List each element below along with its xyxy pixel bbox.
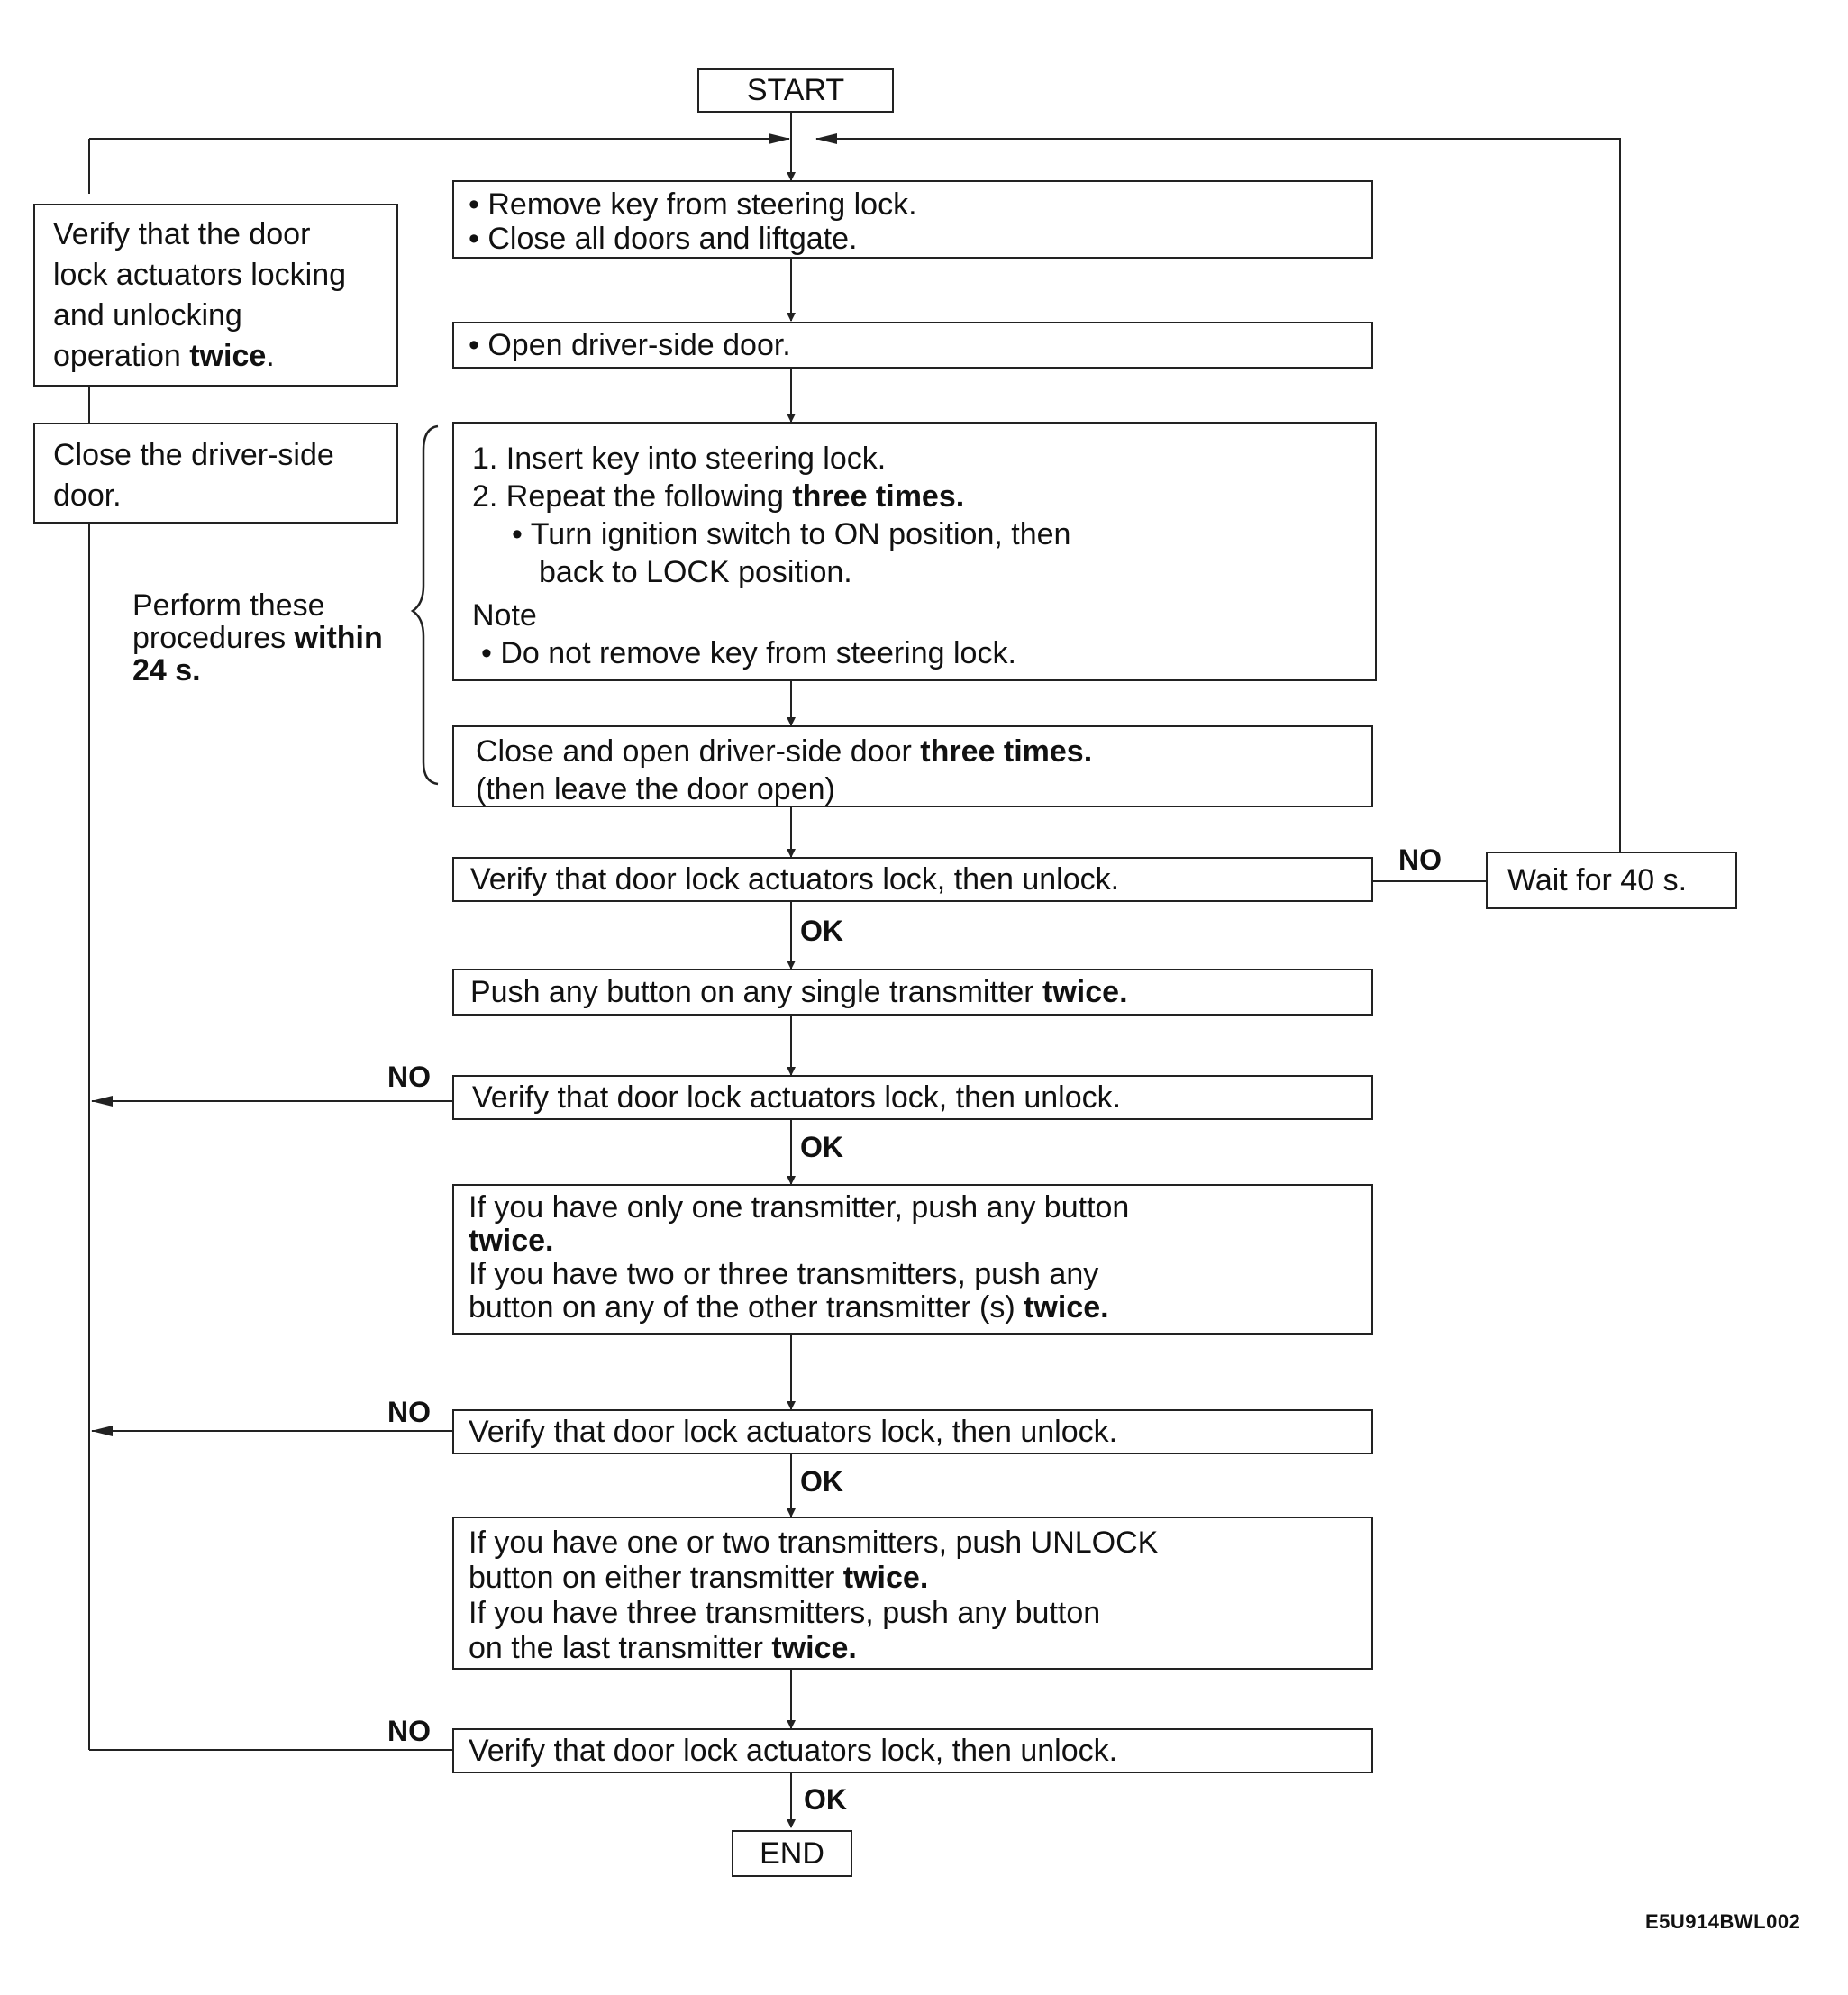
step4-line2: (then leave the door open) [476, 772, 835, 806]
step3-line1: 1. Insert key into steering lock. [472, 442, 887, 476]
verify1-text: Verify that door lock actuators lock, then unlock. [470, 862, 1120, 897]
verify-door-lock-4 [452, 1728, 1373, 1773]
step1-line2: • Close all doors and liftgate. [469, 222, 858, 256]
step6-line3: If you have two or three transmitters, push any [469, 1257, 1099, 1291]
step3-line3: • Turn ignition switch to ON position, then [512, 517, 1071, 551]
step3-note-item: • Do not remove key from steering lock. [481, 636, 1016, 670]
step3-line2: 2. Repeat the following three times. [472, 479, 965, 514]
side-verify-line4: operation twice. [53, 339, 275, 373]
verify-door-lock-3 [452, 1409, 1373, 1454]
no-label-verify3: NO [387, 1396, 431, 1428]
step6-line2: twice. [469, 1224, 554, 1258]
step-remove-key-close-doors [452, 180, 1373, 259]
verify3-text: Verify that door lock actuators lock, then unlock. [469, 1415, 1118, 1449]
side-verify-line2: lock actuators locking [53, 258, 347, 292]
perform-within-24s-note [132, 589, 421, 687]
verify4-text: Verify that door lock actuators lock, then unlock. [469, 1734, 1118, 1768]
perform-line2: procedures within [132, 621, 383, 655]
perform-line3: 24 s. [132, 653, 201, 688]
step7-line3: If you have three transmitters, push any button [469, 1596, 1101, 1630]
end-label: END [760, 1836, 824, 1871]
side-close-driver-door [33, 423, 398, 524]
end-node [732, 1830, 852, 1877]
side-verify-line3: and unlocking [53, 298, 242, 332]
start-node [697, 68, 894, 113]
wait-text: Wait for 40 s. [1507, 863, 1688, 897]
side-close-line1: Close the driver-side [53, 438, 334, 472]
verify-door-lock-1 [452, 857, 1373, 902]
step4-line1: Close and open driver-side door three times. [476, 734, 1093, 769]
no-label-verify2: NO [387, 1061, 431, 1093]
ok-label-verify3: OK [800, 1465, 843, 1498]
step7-line4: on the last transmitter twice. [469, 1631, 857, 1665]
step-insert-key-cycle-ignition [452, 422, 1377, 681]
wait-40s [1486, 852, 1737, 909]
verify-door-lock-2 [452, 1075, 1373, 1120]
start-label: START [746, 73, 845, 107]
step-push-single-transmitter [452, 969, 1373, 1016]
step6-line1: If you have only one transmitter, push any button [469, 1190, 1130, 1225]
verify2-text: Verify that door lock actuators lock, then unlock. [472, 1080, 1122, 1115]
step3-line4: back to LOCK position. [539, 555, 852, 589]
ok-label-verify1: OK [800, 915, 843, 947]
ok-label-verify4: OK [804, 1783, 847, 1816]
side-close-line2: door. [53, 478, 122, 513]
figure-code: E5U914BWL002 [1645, 1910, 1801, 1933]
step5-text: Push any button on any single transmitter twice. [470, 975, 1128, 1009]
step2-text: • Open driver-side door. [469, 328, 791, 362]
ok-label-verify2: OK [800, 1131, 843, 1163]
perform-line1: Perform these [132, 588, 325, 623]
step6-line4: button on any of the other transmitter (s) twice. [469, 1290, 1109, 1325]
step1-line1: • Remove key from steering lock. [469, 187, 917, 222]
no-label-verify1: NO [1398, 843, 1442, 876]
step-push-other-transmitters [452, 1184, 1373, 1335]
step7-line1: If you have one or two transmitters, push UNLOCK [469, 1526, 1159, 1560]
no-label-verify4: NO [387, 1715, 431, 1747]
step3-note-title: Note [472, 598, 537, 633]
step-open-driver-door [452, 322, 1373, 369]
step-cycle-driver-door [452, 725, 1373, 807]
step-push-unlock-twice [452, 1517, 1373, 1670]
side-verify-line1: Verify that the door [53, 217, 311, 251]
side-verify-twice [33, 204, 398, 387]
step7-line2: button on either transmitter twice. [469, 1561, 929, 1595]
